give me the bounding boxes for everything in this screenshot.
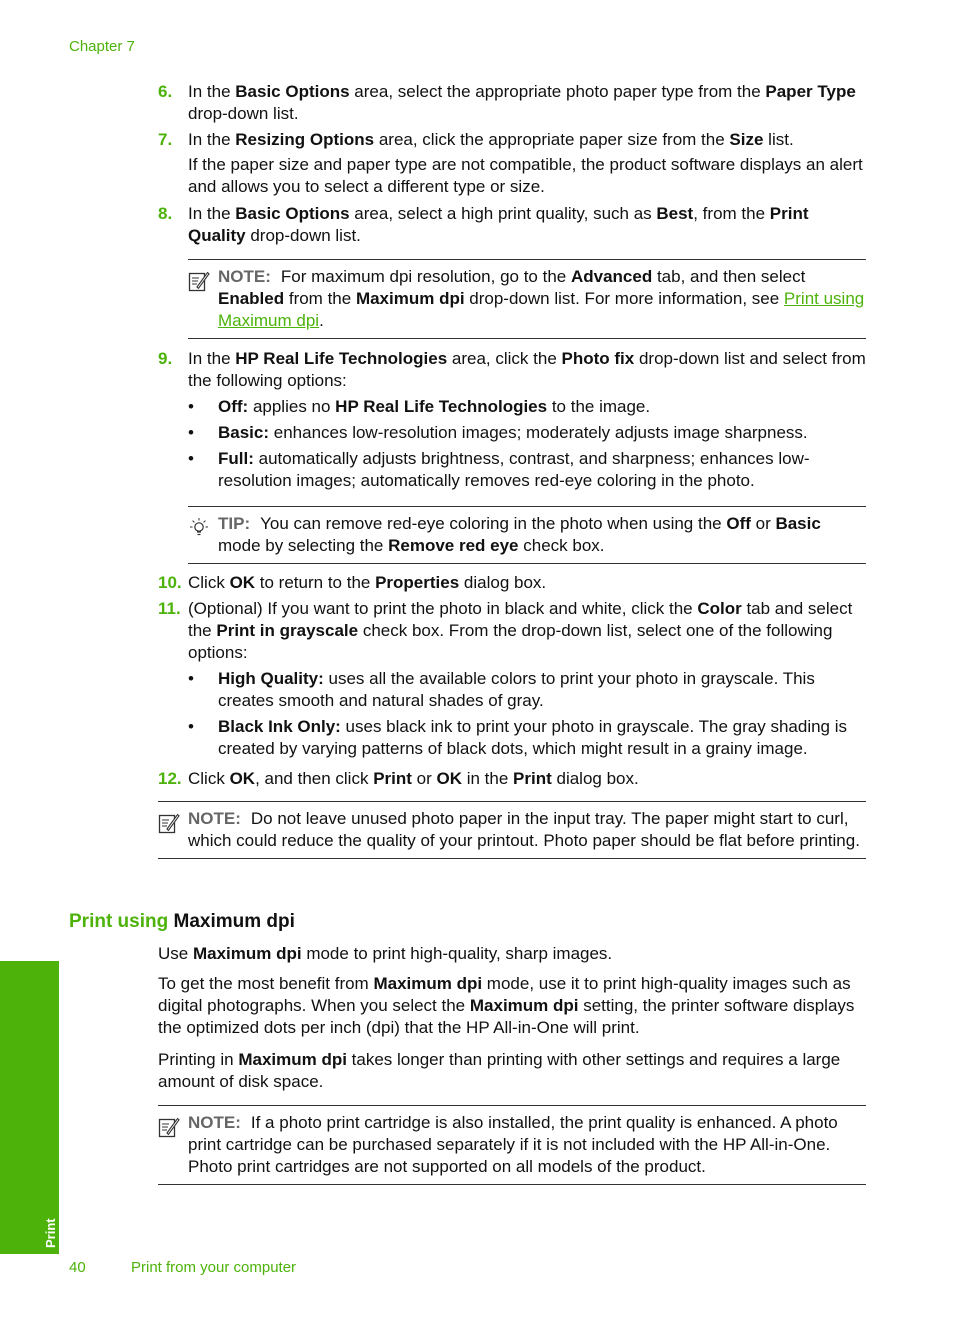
note-label: NOTE: [188, 1113, 241, 1132]
step-12: 12. Click OK, and then click Print or OK in the Print dialog box. [158, 769, 639, 788]
step-8: 8. In the Basic Options area, select a high print quality, such as Best, from the Print Quality drop-down list. [158, 204, 809, 245]
note-pencil-icon [158, 812, 180, 834]
list-item: • Off: applies no HP Real Life Technologies to the image. [188, 396, 868, 418]
list-item: • Black Ink Only: uses black ink to print your photo in grayscale. The gray shading is created by varying patterns of black dots, which might result in a grainy image. [188, 716, 868, 760]
step-number: 8. [158, 204, 173, 223]
step-11: 11. (Optional) If you want to print the photo in black and white, click the Color tab and select the Print in grayscale check box. From the drop-down list, select one of the following options: • High Quality: uses all the available colors to print your photo in grayscale. This creates smooth and natural shades of gray. • Black Ink Only: uses black ink to print your photo in grayscale. The gray shading is created by varying patterns of black dots, which might result in a grainy image. [158, 598, 868, 764]
lightbulb-icon [188, 517, 210, 539]
section-paragraph: Use Maximum dpi mode to print high-quality, sharp images. [158, 944, 613, 963]
step-number: 7. [158, 130, 173, 149]
tip-label: TIP: [218, 514, 251, 533]
grayscale-options [188, 668, 868, 760]
step-10: 10. Click OK to return to the Properties dialog box. [158, 573, 547, 592]
footer-title: Print from your computer [131, 1259, 297, 1276]
section-paragraph: To get the most benefit from Maximum dpi mode, use it to print high-quality images such as digital photographs. When you select the Maximum dpi setting, the printer software displays the optimized dots per inch (dpi) that the HP All-in-One will print. [158, 974, 855, 1037]
step-number: 10. [158, 573, 182, 592]
step-6: 6. In the Basic Options area, select the appropriate photo paper type from the Paper Type drop-down list. [158, 82, 856, 123]
print-using-maximum-dpi-link[interactable]: Print using Maximum dpi [218, 289, 865, 330]
step-number: 12. [158, 769, 182, 788]
page-number: 40 [69, 1259, 86, 1276]
note-pencil-icon [158, 1116, 180, 1138]
list-item: • High Quality: uses all the available colors to print your photo in grayscale. This creates smooth and natural shades of gray. [188, 668, 868, 712]
note-callout: NOTE: Do not leave unused photo paper in the input tray. The paper might start to curl, which could reduce the quality of your printout. Photo paper should be flat before printing. [158, 801, 866, 859]
chapter-label: Chapter 7 [69, 38, 135, 55]
list-item: • Full: automatically adjusts brightness, contrast, and sharpness; enhances low-resolution images; automatically removes red-eye coloring in the photo. [188, 448, 868, 492]
note-label: NOTE: [218, 267, 271, 286]
step-number: 11. [158, 599, 181, 618]
side-tab [0, 961, 59, 1254]
photo-fix-options [188, 396, 868, 492]
section-paragraph: Printing in Maximum dpi takes longer than printing with other settings and requires a large amount of disk space. [158, 1050, 841, 1091]
step-7-detail: If the paper size and paper type are not compatible, the product software displays an alert and allows you to select a different type or size. [188, 155, 863, 196]
note-callout: NOTE: If a photo print cartridge is also installed, the print quality is enhanced. A photo print cartridge can be purchased separately if it is not included with the HP All-in-One. Photo print cartridges are not supported on all models of the product. [158, 1105, 866, 1185]
list-item: • Basic: enhances low-resolution images; moderately adjusts image sharpness. [188, 422, 868, 444]
section-heading: Print using Maximum dpi [69, 911, 295, 932]
step-number: 9. [158, 349, 173, 368]
note-pencil-icon [188, 270, 210, 292]
tip-callout: TIP: You can remove red-eye coloring in the photo when using the Off or Basic mode by selecting the Remove red eye check box. [188, 506, 866, 564]
step-9: 9. In the HP Real Life Technologies area, click the Photo fix drop-down list and select from the following options: • Off: applies no HP Real Life Technologies to the image. • Basic: enhances low-resolution images; moderately adjusts image sharpness. • Full: automatically adjusts brightness, contrast, and sharpness; enhances low-resolution images; automatically removes red-eye coloring in the photo. [158, 348, 868, 496]
step-number: 6. [158, 82, 173, 101]
step-7: 7. In the Resizing Options area, click the appropriate paper size from the Size list. If the paper size and paper type are not compatible, the product software displays an alert and allows you to select a different type or size. [158, 129, 868, 198]
note-label: NOTE: [188, 809, 241, 828]
side-tab-label: Print [43, 1218, 58, 1248]
note-callout: NOTE: For maximum dpi resolution, go to the Advanced tab, and then select Enabled from the Maximum dpi drop-down list. For more information, see Print using Maximum dpi. [188, 259, 866, 339]
